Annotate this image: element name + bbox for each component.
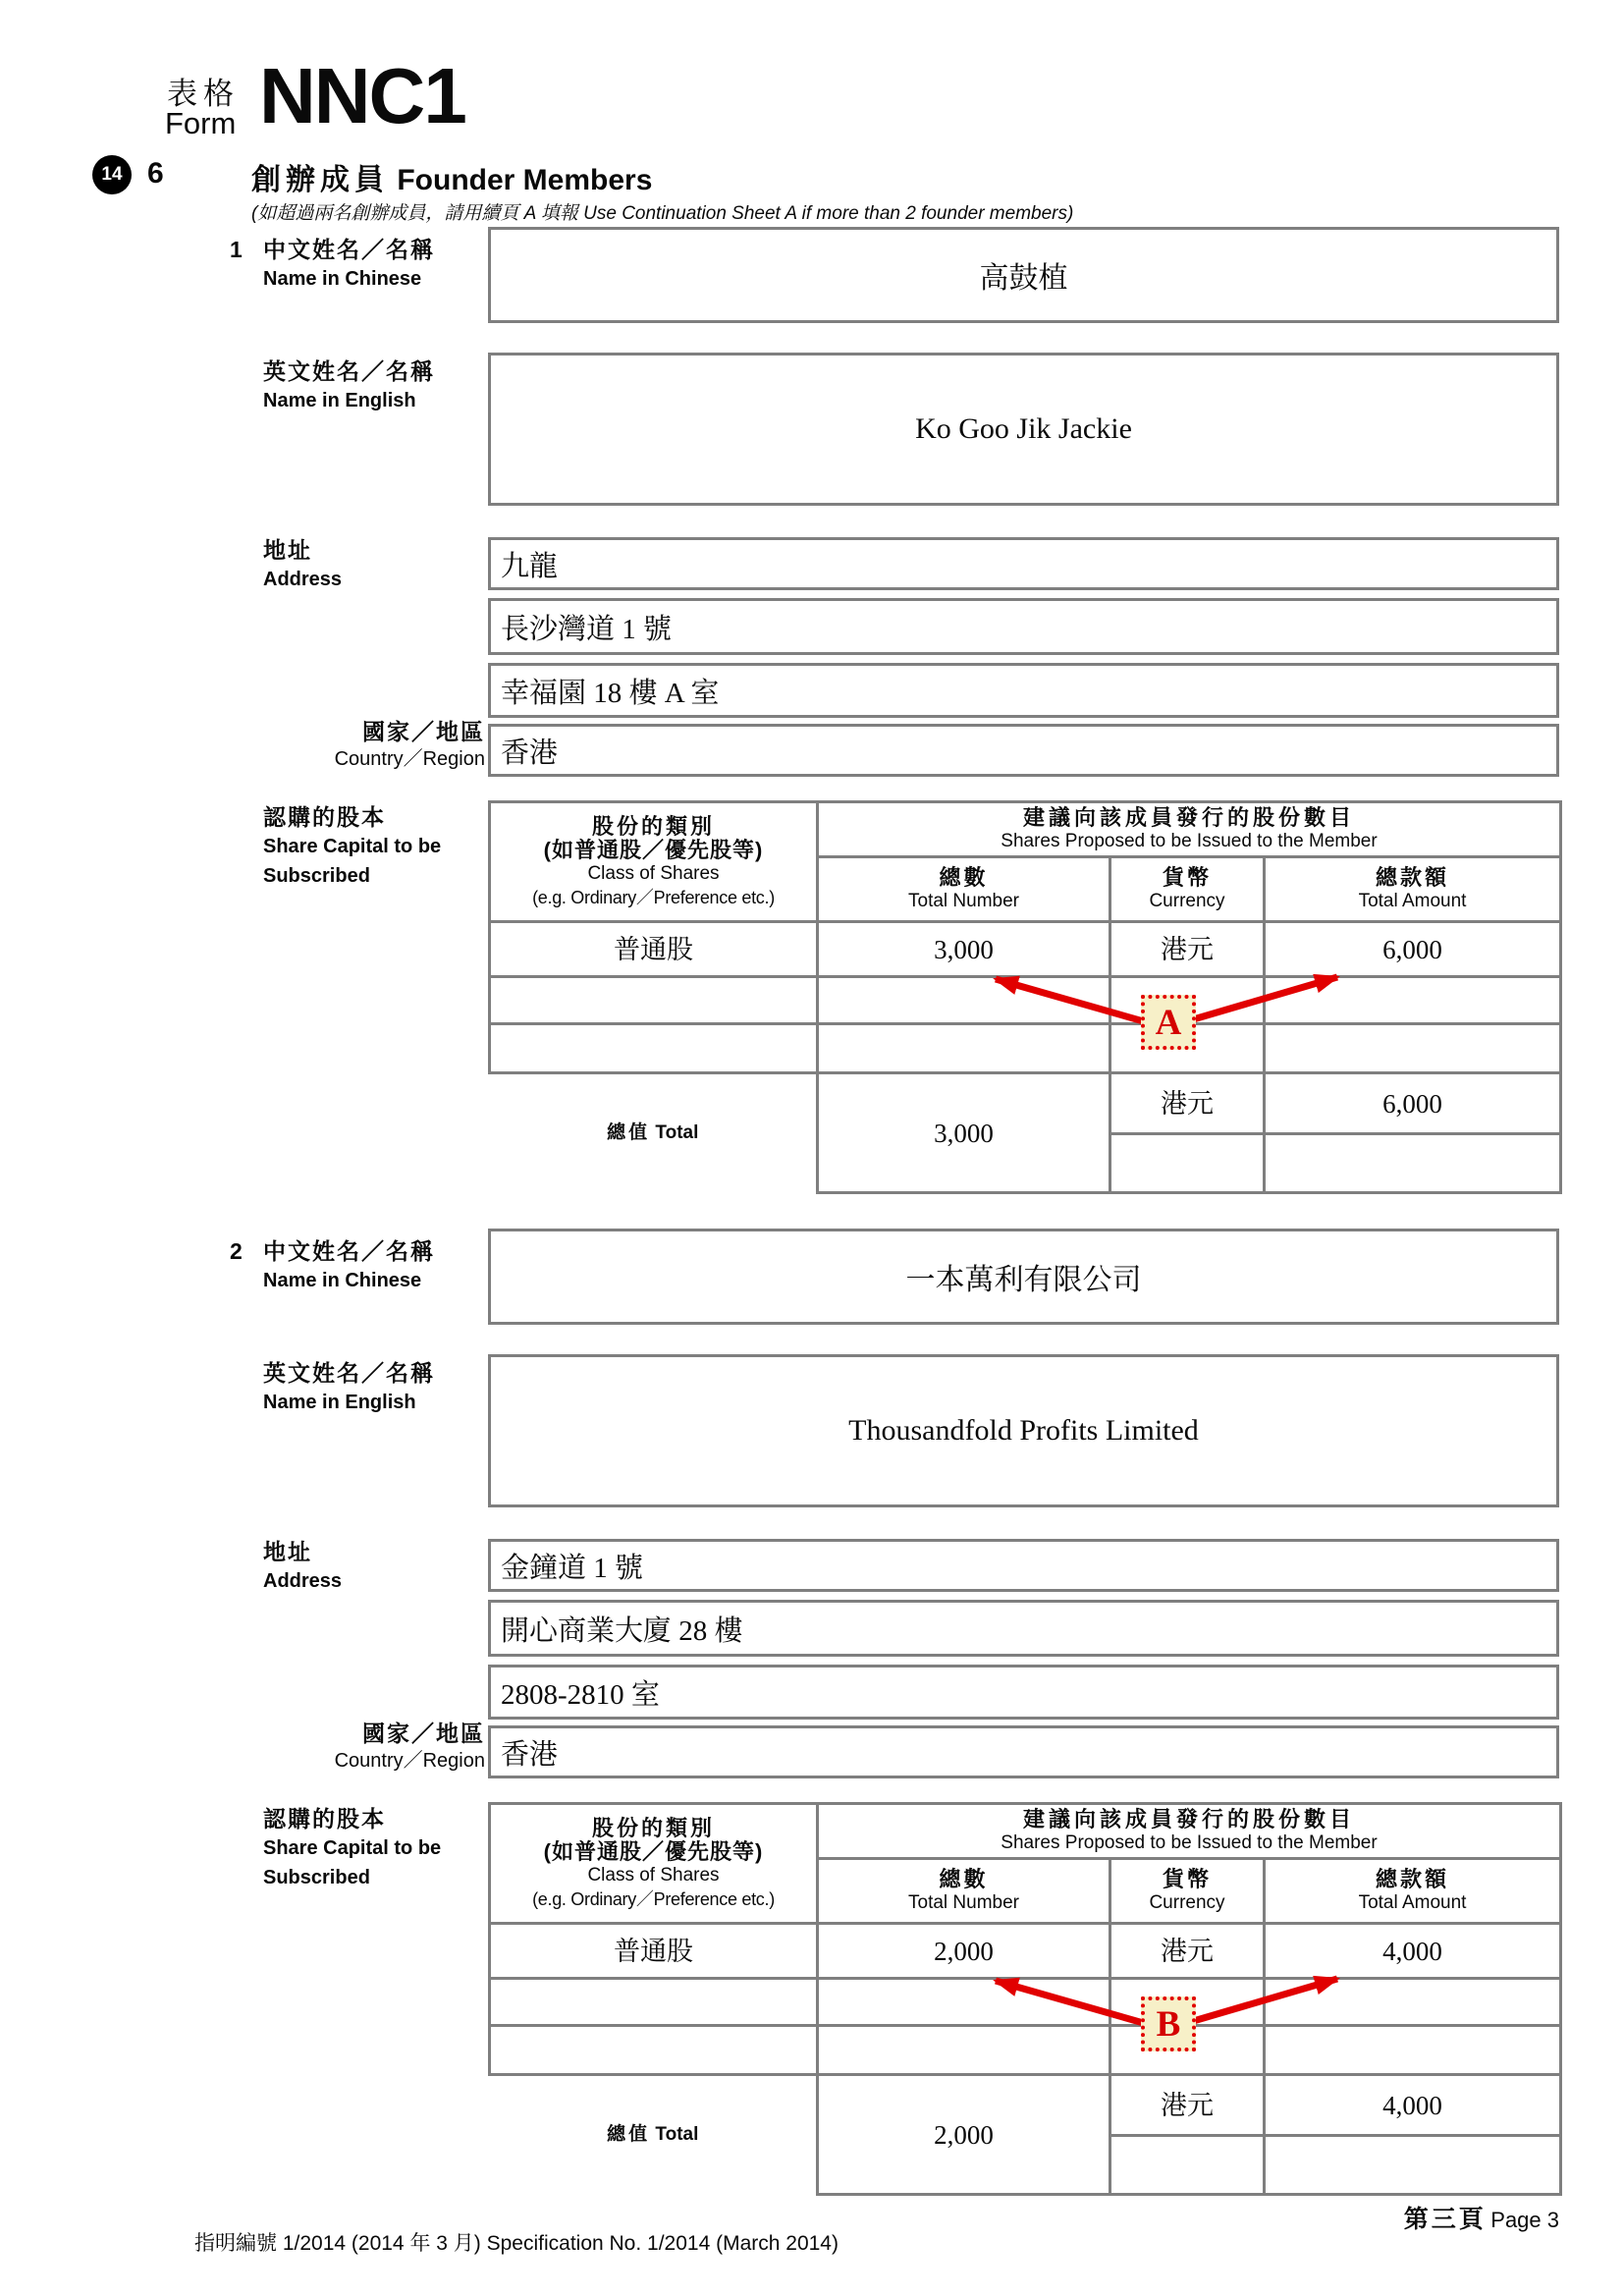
label-name-chinese: 中文姓名／名稱 Name in Chinese — [263, 237, 435, 290]
annotation-badge-a: A — [1141, 995, 1196, 1050]
annotation-arrows-b — [0, 1940, 1624, 2077]
share-currency-cell[interactable]: 港元 — [1110, 922, 1265, 977]
member-number: 1 — [230, 237, 243, 262]
margin-ref-badge-14: 14 — [92, 155, 132, 194]
total-number-header: 總數 Total Number — [818, 1859, 1110, 1924]
total-amount-cell[interactable]: 6,000 — [1265, 1073, 1561, 1134]
country-region-field[interactable]: 香港 — [488, 724, 1559, 777]
class-of-shares-header: 股份的類別 (如普通股／優先股等) Class of Shares (e.g. Ordinary／Preference etc.) — [490, 1804, 818, 1924]
member-number: 2 — [230, 1238, 243, 1264]
continuation-note: (如超過兩名創辦成員，請用續頁 A 填報 Use Continuation Sheet A if more than 2 founder members) — [251, 203, 1074, 224]
shares-proposed-header: 建議向該成員發行的股份數目 Shares Proposed to be Issued to the Member — [818, 1804, 1561, 1859]
label-country-region: 國家／地區 Country／Region — [334, 719, 485, 770]
total-currency-cell[interactable]: 港元 — [1110, 1073, 1265, 1134]
name-english-field[interactable]: Ko Goo Jik Jackie — [488, 353, 1559, 506]
section-title — [251, 155, 652, 198]
label-address: 地址 Address — [263, 537, 343, 590]
address-line2-field[interactable]: 長沙灣道 1 號 — [488, 598, 1559, 655]
total-number-header: 總數 Total Number — [818, 857, 1110, 922]
class-of-shares-header: 股份的類別 (如普通股／優先股等) Class of Shares (e.g. Ordinary／Preference etc.) — [490, 802, 818, 922]
total-label: 總值 Total — [607, 2124, 699, 2146]
page-number: 第三頁 Page 3 — [1403, 2206, 1559, 2233]
form-label-english: Form — [165, 106, 237, 140]
label-country-region: 國家／地區 Country／Region — [334, 1721, 485, 1772]
total-label: 總值 Total — [607, 1122, 699, 1144]
form-label-chinese: 表格 — [167, 77, 240, 111]
annotation-badge-b: B — [1141, 1996, 1196, 2051]
total-number-cell[interactable]: 2,000 — [818, 2075, 1110, 2195]
share-number-cell[interactable]: 3,000 — [818, 922, 1110, 977]
founder-member-2 — [0, 1223, 1624, 2214]
name-chinese-field[interactable]: 高鼓植 — [488, 227, 1559, 323]
section-number: 6 — [147, 157, 164, 190]
share-class-cell[interactable]: 普通股 — [490, 1924, 818, 1979]
total-number-cell[interactable]: 3,000 — [818, 1073, 1110, 1193]
shares-proposed-header: 建議向該成員發行的股份數目 Shares Proposed to be Issued to the Member — [818, 802, 1561, 857]
total-currency-cell[interactable]: 港元 — [1110, 2075, 1265, 2136]
currency-header: 貨幣 Currency — [1110, 1859, 1265, 1924]
label-name-english: 英文姓名／名稱 Name in English — [263, 1360, 435, 1413]
name-english-field[interactable]: Thousandfold Profits Limited — [488, 1354, 1559, 1507]
empty-cell[interactable] — [1110, 2136, 1265, 2195]
label-name-english: 英文姓名／名稱 Name in English — [263, 358, 435, 411]
address-line1-field[interactable]: 九龍 — [488, 537, 1559, 590]
share-currency-cell[interactable]: 港元 — [1110, 1924, 1265, 1979]
section-title-chinese: 創辦成員 — [251, 164, 389, 196]
specification-note: 指明編號 1/2014 (2014 年 3 月) Specification No. 1/2014 (March 2014) — [194, 2232, 839, 2255]
annotation-arrows-a — [0, 938, 1624, 1075]
section-title-english: Founder Members — [397, 164, 653, 196]
share-class-cell[interactable]: 普通股 — [490, 922, 818, 977]
total-amount-header: 總款額 Total Amount — [1265, 857, 1561, 922]
label-share-capital: 認購的股本 Share Capital to be Subscribed — [263, 804, 442, 887]
address-line3-field[interactable]: 2808-2810 室 — [488, 1665, 1559, 1720]
label-name-chinese: 中文姓名／名稱 Name in Chinese — [263, 1238, 435, 1291]
empty-cell[interactable] — [1265, 1134, 1561, 1193]
share-amount-cell[interactable]: 4,000 — [1265, 1924, 1561, 1979]
address-line2-field[interactable]: 開心商業大廈 28 樓 — [488, 1600, 1559, 1657]
share-amount-cell[interactable]: 6,000 — [1265, 922, 1561, 977]
label-address: 地址 Address — [263, 1539, 343, 1592]
name-chinese-field[interactable]: 一本萬利有限公司 — [488, 1229, 1559, 1325]
total-amount-cell[interactable]: 4,000 — [1265, 2075, 1561, 2136]
currency-header: 貨幣 Currency — [1110, 857, 1265, 922]
address-line3-field[interactable]: 幸福園 18 樓 A 室 — [488, 663, 1559, 718]
empty-cell[interactable] — [1265, 2136, 1561, 2195]
label-share-capital: 認購的股本 Share Capital to be Subscribed — [263, 1806, 442, 1888]
form-code: NNC1 — [259, 52, 465, 139]
empty-cell[interactable] — [1110, 1134, 1265, 1193]
share-number-cell[interactable]: 2,000 — [818, 1924, 1110, 1979]
founder-member-1 — [0, 221, 1624, 1213]
total-amount-header: 總款額 Total Amount — [1265, 1859, 1561, 1924]
country-region-field[interactable]: 香港 — [488, 1725, 1559, 1778]
address-line1-field[interactable]: 金鐘道 1 號 — [488, 1539, 1559, 1592]
